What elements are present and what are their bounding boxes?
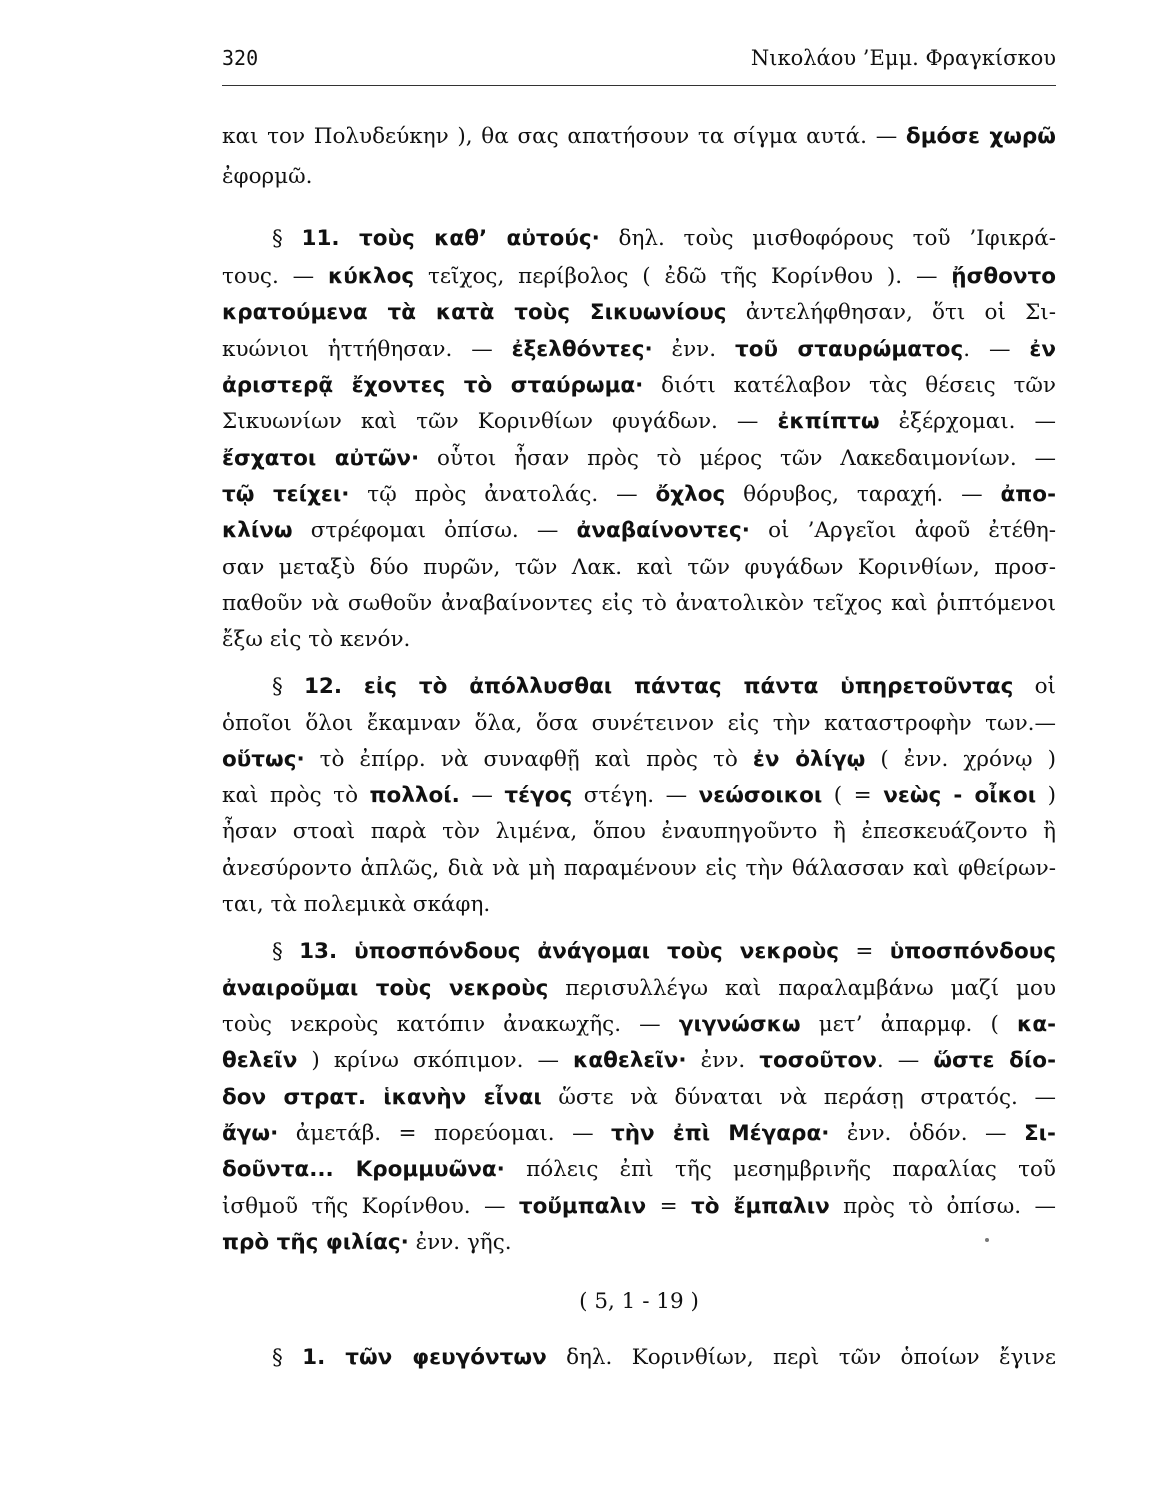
- text-line: ἐφορμῶ.: [222, 164, 313, 189]
- bold-term: κρατούμενα τὰ κατὰ τοὺς Σικυωνίους: [222, 300, 727, 325]
- text-line: ται, τὰ πολεμικὰ σκάφη.: [222, 892, 491, 917]
- bold-term: ἄγω·: [222, 1121, 279, 1146]
- section-heading: ( 5, 1 - 19 ): [579, 1289, 699, 1314]
- bold-term: νεὼς - οἶκοι: [883, 783, 1037, 808]
- bold-term: 12. εἰς τὸ ἀπόλλυσθαι πάντας πάντα ὑπηρετοῦντας: [303, 674, 1014, 699]
- text-line: Σικυωνίων καὶ τῶν Κορινθίων φυγάδων. — ἐκπίπτω ἐξέρχομαι. —: [222, 409, 1057, 434]
- bold-term: ἀπο-: [1000, 482, 1056, 507]
- text-line: κρατούμενα τὰ κατὰ τοὺς Σικυωνίους ἀντελήφθησαν, ὅτι οἱ Σι-: [222, 300, 1056, 325]
- page-number: 320: [222, 46, 259, 70]
- bold-term: Σι-: [1023, 1121, 1056, 1146]
- text-line: ἀναιροῦμαι τοὺς νεκροὺς περισυλλέγω καὶ παραλαμβάνω μαζί μου: [222, 976, 1057, 1001]
- bold-term: ὑποσπόνδους: [889, 939, 1056, 964]
- text-line: § 12. εἰς τὸ ἀπόλλυσθαι πάντας πάντα ὑπηρετοῦντας οἱ: [272, 674, 1056, 699]
- bold-term: 13. ὑποσπόνδους ἀνάγομαι τοὺς νεκροὺς: [299, 939, 840, 964]
- bold-term: γιγνώσκω: [678, 1012, 801, 1037]
- text-line: κλίνω στρέφομαι ὀπίσω. — ἀναβαίνοντες· οἱ ’Αργεῖοι ἀφοῦ ἐτέθη-: [222, 518, 1056, 543]
- bold-term: ὄχλος: [655, 482, 726, 507]
- bold-term: πρὸ τῆς φιλίας·: [222, 1230, 409, 1255]
- text-line: ἄγω· ἀμετάβ. = πορεύομαι. — τὴν ἐπὶ Μέγαρα· ἐνν. ὁδόν. — Σι-: [222, 1121, 1056, 1146]
- text-line: τους. — κύκλος τεῖχος, περίβολος ( ἐδῶ τῆς Κορίνθου ). — ᾔσθοντο: [222, 264, 1057, 289]
- text-line: οὕτως· τὸ ἐπίρρ. νὰ συναφθῇ καὶ πρὸς τὸ ἐν ὀλίγῳ ( ἐνν. χρόνῳ ): [222, 747, 1056, 772]
- bold-term: ἔσχατοι αὐτῶν·: [222, 446, 420, 471]
- page-header: [222, 44, 1056, 80]
- bold-term: 1. τῶν φευγόντων: [302, 1345, 547, 1370]
- bold-term: τοσοῦτον: [759, 1048, 877, 1073]
- text-line: ἦσαν στοαὶ παρὰ τὸν λιμένα, ὅπου ἐναυπηγοῦντο ἢ ἐπεσκευάζοντο ἢ: [222, 819, 1056, 844]
- text-line: παθοῦν νὰ σωθοῦν ἀναβαίνοντες εἰς τὸ ἀνατολικὸν τεῖχος καὶ ῥιπτόμενοι: [222, 591, 1056, 616]
- bold-term: τὴν ἐπὶ Μέγαρα·: [611, 1121, 830, 1146]
- bold-term: τοὔμπαλιν: [518, 1194, 647, 1219]
- text-line: ἰσθμοῦ τῆς Κορίνθου. — τοὔμπαλιν = τὸ ἔμπαλιν πρὸς τὸ ὀπίσω. —: [222, 1194, 1057, 1219]
- text-line: § 1. τῶν φευγόντων δηλ. Κορινθίων, περὶ τῶν ὁποίων ἔγινε: [272, 1345, 1056, 1370]
- bold-term: κα-: [1017, 1012, 1057, 1037]
- text-line: θελεῖν ) κρίνω σκόπιμον. — καθελεῖν· ἐνν. τοσοῦτον. — ὥστε δίο-: [222, 1048, 1056, 1073]
- bold-term: ἀναιροῦμαι τοὺς νεκροὺς: [222, 976, 549, 1001]
- bold-term: τέγος: [504, 783, 573, 808]
- text-line: ἀνεσύροντο ἁπλῶς, διὰ νὰ μὴ παραμένουν εἰς τὴν θάλασσαν καὶ φθείρων-: [222, 856, 1056, 881]
- bold-term: κύκλος: [327, 264, 415, 289]
- bold-term: οὕτως·: [222, 747, 305, 772]
- text-line: και τον Πολυδεύκην ), θα σας απατήσουν τα σίγμα αυτά. — δμόσε χωρῶ: [222, 124, 1056, 149]
- bold-term: ἀναβαίνοντες·: [576, 518, 750, 543]
- running-title: Νικολάου ’Εμμ. Φραγκίσκου: [750, 46, 1056, 70]
- text-line: δον στρατ. ἱκανὴν εἶναι ὥστε νὰ δύναται νὰ περάσῃ στρατός. —: [222, 1085, 1056, 1110]
- text-line: ἔσχατοι αὐτῶν· οὗτοι ἦσαν πρὸς τὸ μέρος τῶν Λακεδαιμονίων. —: [222, 446, 1057, 471]
- text-line: § 13. ὑποσπόνδους ἀνάγομαι τοὺς νεκροὺς = ὑποσπόνδους: [272, 939, 1056, 964]
- bold-term: καθελεῖν·: [573, 1048, 687, 1073]
- bold-term: ἀριστερᾷ ἔχοντες τὸ σταύρωμα·: [222, 373, 644, 398]
- text-line: σαν μεταξὺ δύο πυρῶν, τῶν Λακ. καὶ τῶν φυγάδων Κορινθίων, προσ-: [222, 555, 1056, 580]
- bold-term: ᾔσθοντο: [951, 264, 1057, 289]
- bold-term: τοῦ σταυρώματος: [734, 337, 964, 362]
- text-line: τῷ τείχει· τῷ πρὸς ἀνατολάς. — ὄχλος θόρυβος, ταραχή. — ἀπο-: [222, 482, 1056, 507]
- text-line: δοῦντα... Κρομμυῶνα· πόλεις ἐπὶ τῆς μεσημβρινῆς παραλίας τοῦ: [222, 1157, 1056, 1182]
- bold-term: ἐκπίπτω: [777, 409, 880, 434]
- text-line: ἀριστερᾷ ἔχοντες τὸ σταύρωμα· διότι κατέλαβον τὰς θέσεις τῶν: [222, 373, 1056, 398]
- header-rule: [222, 85, 1056, 86]
- bold-term: 11. τοὺς καθ’ αὐτούς·: [301, 226, 600, 251]
- bold-term: τῷ τείχει·: [222, 482, 350, 507]
- text-line: τοὺς νεκροὺς κατόπιν ἀνακωχῆς. — γιγνώσκω μετ’ ἀπαρμφ. ( κα-: [222, 1012, 1057, 1037]
- bold-term: θελεῖν: [222, 1048, 298, 1073]
- text-line: § 11. τοὺς καθ’ αὐτούς· δηλ. τοὺς μισθοφόρους τοῦ ’Ιφικρά-: [272, 226, 1056, 251]
- bold-term: τὸ ἔμπαλιν: [691, 1194, 830, 1219]
- bold-term: ἐξελθόντες·: [511, 337, 653, 362]
- text-line: ὁποῖοι ὅλοι ἔκαμναν ὅλα, ὅσα συνέτεινον εἰς τὴν καταστροφὴν των.—: [222, 711, 1056, 736]
- bold-term: ἐν: [1029, 337, 1056, 362]
- bold-term: νεώσοικοι: [698, 783, 823, 808]
- bold-term: κλίνω: [222, 518, 293, 543]
- bold-term: δον στρατ. ἱκανὴν εἶναι: [222, 1085, 542, 1110]
- bold-term: ὥστε δίο-: [933, 1048, 1056, 1073]
- bold-term: δοῦντα... Κρομμυῶνα·: [222, 1157, 505, 1182]
- text-line: ἔξω εἰς τὸ κενόν.: [222, 627, 411, 652]
- print-speck: [985, 1238, 989, 1242]
- bold-term: πολλοί.: [369, 783, 460, 808]
- text-line: καὶ πρὸς τὸ πολλοί. — τέγος στέγη. — νεώσοικοι ( = νεὼς - οἶκοι ): [222, 783, 1057, 808]
- bold-term: ἐν ὀλίγῳ: [752, 747, 866, 772]
- text-line: πρὸ τῆς φιλίας· ἐνν. γῆς.: [222, 1230, 512, 1255]
- text-line: κυώνιοι ἡττήθησαν. — ἐξελθόντες· ἐνν. τοῦ σταυρώματος. — ἐν: [222, 337, 1056, 362]
- bold-term: δμόσε χωρῶ: [905, 124, 1056, 149]
